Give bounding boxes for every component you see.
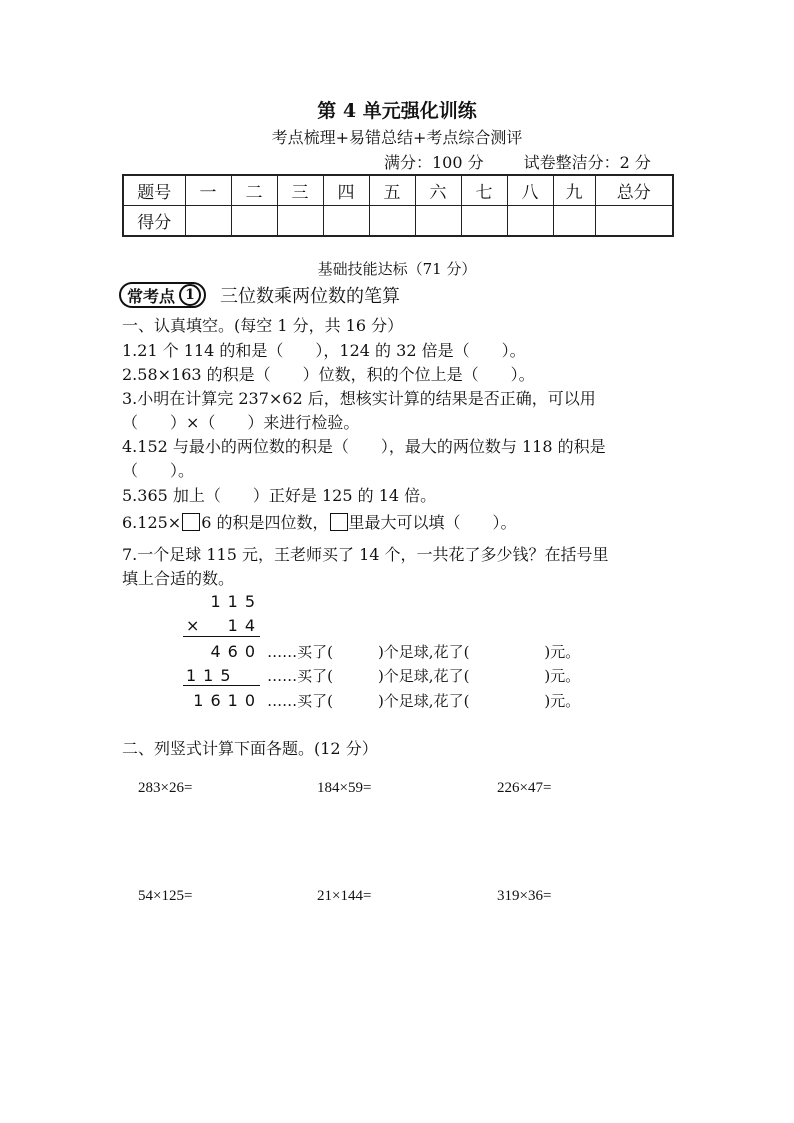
calc-divider (183, 685, 260, 686)
key-point-badge (119, 283, 400, 307)
score-cell: 七 (461, 175, 507, 206)
question-4-line2: （ ）。 (122, 461, 195, 480)
question-3-line2: （ ）×（ ）来进行检验。 (122, 413, 360, 432)
score-cell: 题号 (123, 175, 185, 206)
question-1: 1.21 个 114 的和是（ ），124 的 32 倍是（ ）。 (122, 341, 526, 360)
score-cell: 一 (185, 175, 231, 206)
section-heading: 基础技能达标（71 分） (317, 260, 477, 278)
score-blank[interactable] (323, 206, 369, 237)
part1-heading: 一、认真填空。(每空 1 分，共 16 分） (122, 316, 404, 335)
calc-row-1 (182, 592, 262, 611)
badge-pill (119, 282, 206, 308)
calc-divider (183, 636, 260, 637)
question-7-line2: 填上合适的数。 (122, 569, 235, 588)
question-6-part-b: 6 的积是四位数， (201, 513, 329, 532)
score-blank[interactable] (185, 206, 231, 237)
full-score: 满分：100 分 (384, 153, 484, 172)
score-blank[interactable] (553, 206, 595, 237)
page-subtitle: 考点梳理+易错总结+考点综合测评 (271, 128, 523, 147)
calc-product: 1610 (193, 691, 262, 710)
score-cell: 九 (553, 175, 595, 206)
score-cell: 三 (277, 175, 323, 206)
times-sign: × (186, 616, 200, 635)
score-blank[interactable] (507, 206, 553, 237)
problem-2: 184×59= (317, 780, 372, 796)
score-blank[interactable] (595, 206, 673, 237)
calc-row-4 (182, 665, 580, 686)
calc-multiplicand: 115 (210, 592, 262, 611)
question-6-part-a: 6.125× (122, 513, 182, 532)
score-blank[interactable] (231, 206, 277, 237)
problem-3: 226×47= (497, 780, 552, 796)
problem-5: 21×144= (317, 888, 372, 904)
question-5: 5.365 加上（ ）正好是 125 的 14 倍。 (122, 486, 437, 505)
badge-label: 常考点 (127, 286, 176, 306)
question-6-part-c: 里最大可以填（ ）。 (348, 513, 517, 532)
blank-box-icon (182, 513, 200, 531)
problem-1: 283×26= (138, 780, 193, 796)
calc-row-5 (182, 690, 580, 711)
calc-desc-2: ……买了( )个足球,花了( )元。 (267, 667, 581, 685)
score-blank[interactable] (461, 206, 507, 237)
score-blank[interactable] (277, 206, 323, 237)
score-cell: 八 (507, 175, 553, 206)
badge-number: 1 (179, 284, 201, 306)
calc-multiplier: 14 (227, 616, 262, 635)
score-blank[interactable] (369, 206, 415, 237)
question-2: 2.58×163 的积是（ ）位数，积的个位上是（ ）。 (122, 365, 535, 384)
calc-desc-3: ……买了( )个足球,花了( )元。 (267, 692, 581, 710)
blank-box-icon (330, 513, 348, 531)
calc-partial-1: 460 (210, 642, 262, 661)
score-info (384, 150, 651, 173)
calc-row-2 (182, 616, 262, 635)
score-cell: 二 (231, 175, 277, 206)
question-7-line1: 7.一个足球 115 元，王老师买了 14 个，一共花了多少钱？在括号里 (122, 545, 609, 564)
calc-row-3 (182, 641, 580, 662)
score-blank[interactable] (415, 206, 461, 237)
question-3-line1: 3.小明在计算完 237×62 后，想核实计算的结果是否正确，可以用 (122, 389, 596, 408)
score-table-score-row (123, 206, 673, 237)
score-cell: 六 (415, 175, 461, 206)
calc-desc-1: ……买了( )个足球,花了( )元。 (267, 643, 581, 661)
score-table-header-row (123, 175, 673, 206)
score-cell: 五 (369, 175, 415, 206)
score-cell: 总分 (595, 175, 673, 206)
neatness-score: 试卷整洁分：2 分 (523, 153, 651, 172)
score-table (122, 174, 674, 237)
part2-heading: 二、列竖式计算下面各题。(12 分） (122, 739, 378, 758)
problem-4: 54×125= (138, 888, 193, 904)
page-title: 第 4 单元强化训练 (317, 100, 477, 122)
score-cell: 四 (323, 175, 369, 206)
question-6 (122, 510, 517, 533)
calc-partial-2: 115 (186, 666, 238, 685)
badge-title: 三位数乘两位数的笔算 (220, 286, 401, 307)
problem-6: 319×36= (497, 888, 552, 904)
score-cell: 得分 (123, 206, 185, 237)
question-4-line1: 4.152 与最小的两位数的积是（ ），最大的两位数与 118 的积是 (122, 437, 606, 456)
